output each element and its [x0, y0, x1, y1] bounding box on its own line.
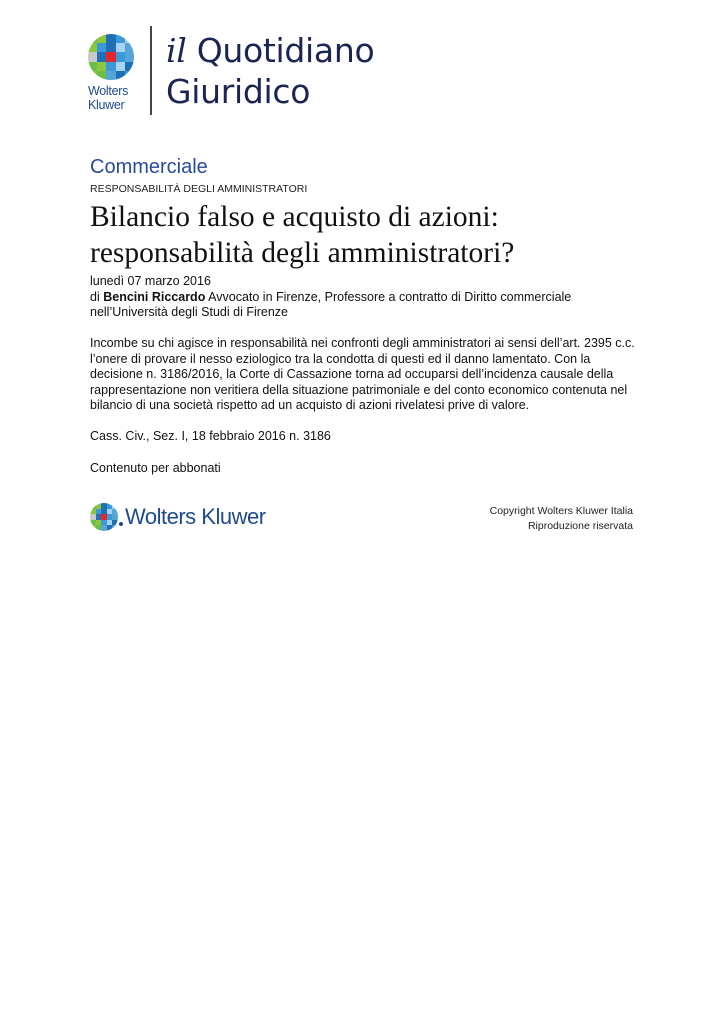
globe-tile [88, 71, 97, 80]
wk-globe-icon-small [90, 503, 118, 531]
globe-tile [116, 52, 125, 61]
globe-tile [125, 52, 134, 61]
globe-tile [112, 525, 118, 531]
copyright-line: Copyright Wolters Kluwer Italia [489, 505, 633, 517]
globe-tile [106, 62, 115, 71]
publication-title-quotidiano: Quotidiano [196, 31, 375, 70]
globe-tile [116, 71, 125, 80]
publication-title [166, 30, 374, 112]
globe-tile [116, 62, 125, 71]
section-label: Commerciale [90, 156, 208, 178]
article-date: lunedì 07 marzo 2016 [90, 274, 211, 288]
logo-text-line2: Kluwer [88, 98, 125, 112]
globe-tile [125, 43, 134, 52]
globe-tile [125, 34, 134, 43]
globe-tile [97, 52, 106, 61]
footer-wolters-kluwer-logo [90, 502, 266, 532]
logo-dot [119, 522, 123, 526]
author-prefix: di [90, 290, 100, 304]
globe-tile [106, 52, 115, 61]
globe-tile [97, 71, 106, 80]
globe-tile [106, 43, 115, 52]
globe-tile [97, 62, 106, 71]
article-abstract: Incombe su chi agisce in responsabilità nei confronti degli amministratori ai sensi dell’art. 2395 c.c. l’onere di provare il nesso eziologico tra la condotta di questi ed il danno lamentato. Con la decisione n. 3186/2016, la Corte di Cassazione torna ad occuparsi dell’incidenza causale della rappresentazione non veritiera della situazione patrimoniale e del conto economico contenuta nel bilancio di una società rispetto ad un acquisto di azioni rivelatesi prive di valore. [90, 336, 635, 412]
globe-tile [88, 43, 97, 52]
globe-tile [125, 62, 134, 71]
masthead [88, 26, 418, 118]
footer-logo-text: Wolters Kluwer [125, 504, 266, 529]
author-description: Avvocato in Firenze, Professore a contratto di Diritto commerciale nell’Università degli Studi di Firenze [90, 290, 572, 319]
copyright-notice [490, 504, 633, 534]
logo-text-line1: Wolters [88, 84, 129, 98]
publication-title-giuridico: Giuridico [166, 72, 311, 111]
globe-tile [106, 71, 115, 80]
subsection-label: RESPONSABILITÀ DEGLI AMMINISTRATORI [90, 183, 308, 195]
reproduction-notice: Riproduzione riservata [527, 520, 633, 532]
globe-tile [97, 34, 106, 43]
globe-tile [97, 43, 106, 52]
author-name: Bencini Riccardo [103, 290, 206, 304]
subscription-note: Contenuto per abbonati [90, 461, 221, 475]
globe-tile [88, 34, 97, 43]
wolters-kluwer-logo [88, 34, 136, 112]
globe-tile [106, 34, 115, 43]
globe-tile [88, 52, 97, 61]
globe-tile [125, 71, 134, 80]
wk-globe-icon [88, 34, 134, 80]
article-title: Bilancio falso e acquisto di azioni: responsabilità degli amministratori? [90, 201, 515, 269]
globe-tile [116, 43, 125, 52]
publication-title-il: il [166, 31, 187, 70]
article-author [90, 290, 630, 320]
globe-tile [88, 62, 97, 71]
masthead-divider [150, 26, 152, 115]
case-reference: Cass. Civ., Sez. I, 18 febbraio 2016 n. 3186 [90, 429, 331, 443]
globe-tile [116, 34, 125, 43]
